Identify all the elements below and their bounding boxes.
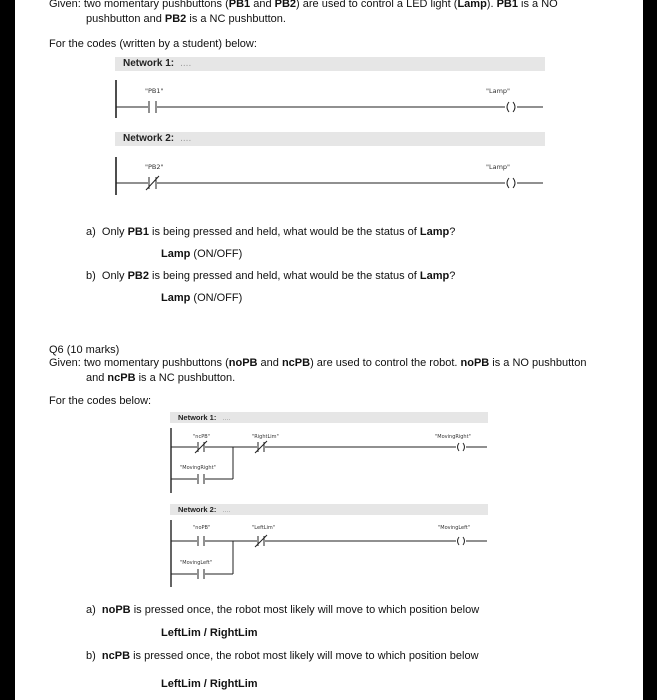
- q6-network2-header: Network 2: ....: [170, 504, 488, 515]
- q5-lamp-tag-1: "Lamp": [486, 87, 511, 95]
- q6-question-a: a) noPB is pressed once, the robot most likely will move to which position below: [86, 604, 480, 616]
- q5-answer-a: Lamp (ON/OFF): [161, 248, 243, 260]
- q5-given-line1: Given: two momentary pushbuttons (PB1 and PB2) are used to control a LED light (Lamp). PB1 is a NO: [49, 0, 558, 10]
- q5-pb2-tag: "PB2": [145, 163, 164, 171]
- q6-nopb-tag: "noPB": [193, 525, 211, 531]
- q5-codes-intro: For the codes (written by a student) below:: [49, 38, 257, 50]
- q6-movingright-branch-tag: "MovingRight": [180, 465, 216, 471]
- q6-given-line2: and ncPB is a NC pushbutton.: [86, 372, 236, 384]
- q5-question-a: a) Only PB1 is being pressed and held, what would be the status of Lamp?: [86, 226, 456, 238]
- q6-ncpb-tag: "ncPB": [193, 434, 210, 440]
- q6-question-b: b) ncPB is pressed once, the robot most likely will move to which position below: [86, 650, 479, 662]
- q6-codes-intro: For the codes below:: [49, 395, 152, 407]
- q6-header: Q6 (10 marks): [49, 344, 120, 356]
- q6-network1-header: Network 1: ....: [170, 412, 488, 423]
- q6-answer-b: LeftLim / RightLim: [161, 678, 258, 690]
- q5-pb1-tag: "PB1": [145, 87, 164, 95]
- q5-network2-header: Network 2: ....: [115, 132, 545, 146]
- q5-network1-header: Network 1: ....: [115, 57, 545, 71]
- q5-lamp-tag-2: "Lamp": [486, 163, 511, 171]
- q6-rightlim-tag: "RightLim": [252, 434, 279, 440]
- q6-movingright-coil-tag: "MovingRight": [435, 434, 471, 440]
- q6-movingleft-branch-tag: "MovingLeft": [180, 560, 213, 566]
- q5-given-line2: pushbutton and PB2 is a NC pushbutton.: [86, 13, 286, 25]
- q6-movingleft-coil-tag: "MovingLeft": [438, 525, 471, 531]
- q6-answer-a: LeftLim / RightLim: [161, 627, 258, 639]
- q5-answer-b: Lamp (ON/OFF): [161, 292, 243, 304]
- q6-leftlim-tag: "LeftLim": [252, 525, 276, 531]
- q5-question-b: b) Only PB2 is being pressed and held, what would be the status of Lamp?: [86, 270, 456, 282]
- q6-given-line1: Given: two momentary pushbuttons (noPB and ncPB) are used to control the robot. noPB is a NO pushbutton: [49, 357, 587, 369]
